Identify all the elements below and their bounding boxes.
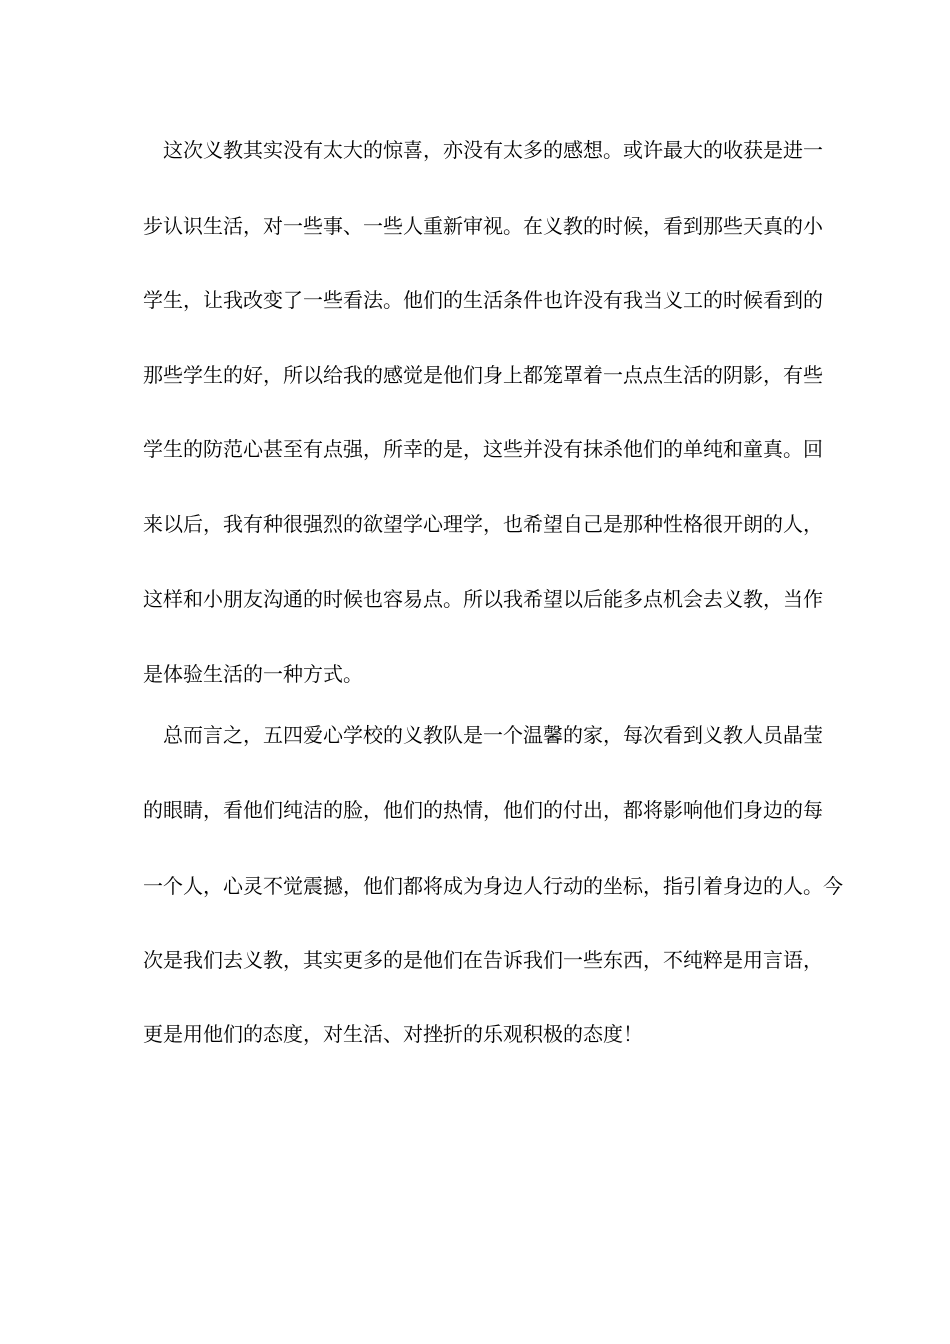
- text-line: 的眼睛，看他们纯洁的脸，他们的热情，他们的付出，都将影响他们身边的每: [143, 798, 823, 822]
- text-line: 学生，让我改变了一些看法。他们的生活条件也许没有我当义工的时候看到的: [143, 288, 823, 312]
- text-line: 更是用他们的态度，对生活、对挫折的乐观积极的态度！: [143, 1022, 643, 1046]
- text-line: 那些学生的好，所以给我的感觉是他们身上都笼罩着一点点生活的阴影，有些: [143, 363, 823, 387]
- text-line: 来以后，我有种很强烈的欲望学心理学，也希望自己是那种性格很开朗的人，: [143, 512, 823, 536]
- text-line: 次是我们去义教，其实更多的是他们在告诉我们一些东西，不纯粹是用言语，: [143, 948, 823, 972]
- text-line: 一个人，心灵不觉震撼，他们都将成为身边人行动的坐标，指引着身边的人。今: [143, 874, 843, 898]
- text-line: 步认识生活，对一些事、一些人重新审视。在义教的时候，看到那些天真的小: [143, 214, 823, 238]
- text-line: 学生的防范心甚至有点强，所幸的是，这些并没有抹杀他们的单纯和童真。回: [143, 437, 823, 461]
- text-line: 是体验生活的一种方式。: [143, 662, 363, 686]
- text-line: 总而言之，五四爱心学校的义教队是一个温馨的家，每次看到义教人员晶莹: [163, 723, 823, 747]
- text-line: 这次义教其实没有太大的惊喜，亦没有太多的感想。或许最大的收获是进一: [163, 138, 823, 162]
- text-line: 这样和小朋友沟通的时候也容易点。所以我希望以后能多点机会去义教，当作: [143, 587, 823, 611]
